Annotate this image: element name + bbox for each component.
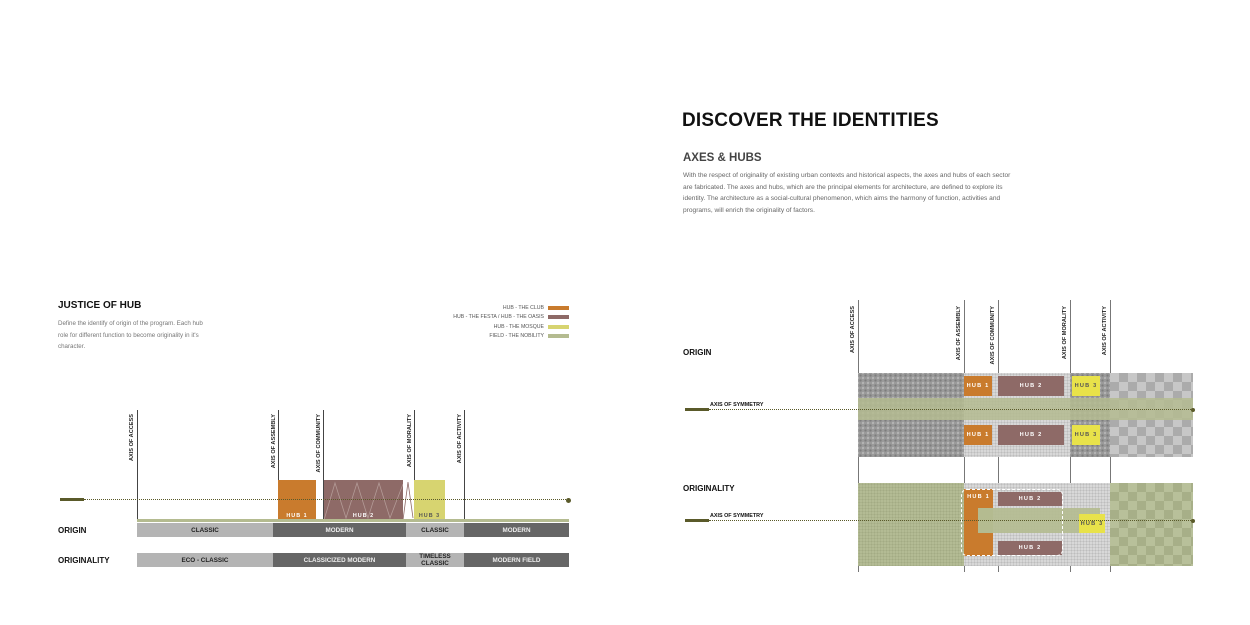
r-originality-hub2-bottom: HUB 2 — [998, 541, 1062, 555]
legend-swatch — [548, 315, 569, 319]
originality-row-label: ORIGINALITY — [58, 556, 110, 565]
origin-band-modern-1: MODERN — [273, 523, 406, 537]
r-originality-axis-marker — [685, 519, 709, 522]
axis-label-access: AXIS OF ACCESS — [129, 414, 135, 462]
r-axis-label-morality: AXIS OF MORALITY — [1062, 306, 1068, 360]
r-axis-label-community: AXIS OF COMMUNITY — [990, 306, 996, 365]
r-origin-hub3-top: HUB 3 — [1072, 376, 1100, 396]
hub-2-label: HUB 2 — [352, 513, 375, 519]
field-line — [137, 519, 569, 522]
axis-label-morality: AXIS OF MORALITY — [407, 414, 413, 468]
intro-paragraph: With the respect of originality of existing urban contexts and historical aspects, the axes and hubs of each sector are fabricated. The axes and hubs, which are the principal elements for architecture, are defined to explore its identity. The architecture as a social-cultural phenomenon, which aims the harmony of function, activities and programs, will enrich the originality of factors. — [683, 172, 1011, 215]
legend-label: HUB - THE CLUB — [502, 304, 544, 311]
page-title: DISCOVER THE IDENTITIES — [682, 110, 939, 131]
r-origin-label: ORIGIN — [683, 348, 712, 357]
r-axis-label-activity: AXIS OF ACTIVITY — [1102, 306, 1108, 356]
originality-band-eco-classic: ECO - CLASSIC — [137, 553, 273, 567]
r-origin-hub1-top: HUB 1 — [964, 376, 992, 396]
hub-3-label: HUB 3 — [418, 513, 441, 519]
origin-band-modern-2: MODERN — [464, 523, 569, 537]
r-originality-label: ORIGINALITY — [683, 484, 735, 493]
legend-item-festa-oasis — [453, 313, 569, 322]
legend-swatch — [548, 334, 569, 338]
axis-label-community: AXIS OF COMMUNITY — [316, 414, 322, 473]
r-axis-label-access: AXIS OF ACCESS — [850, 306, 856, 354]
legend-item-nobility — [489, 332, 569, 341]
legend-item-club — [503, 303, 569, 312]
r-originality-field-access — [858, 483, 964, 566]
axis-endpoint — [566, 498, 571, 503]
r-origin-symmetry-label: AXIS OF SYMMETRY — [710, 402, 764, 408]
r-originality-field-activity — [1110, 483, 1193, 566]
originality-band-classicized-modern: CLASSICIZED MODERN — [273, 553, 406, 567]
hub-3-box — [414, 480, 445, 521]
origin-row-label: ORIGIN — [58, 526, 87, 535]
r-originality-symmetry-line — [709, 520, 1193, 521]
hub-2-box — [324, 480, 403, 521]
left-description: Define the identify of origin of the program. Each hub role for different function to become originality in it's character. — [58, 320, 203, 350]
axis-label-activity: AXIS OF ACTIVITY — [457, 414, 463, 464]
axis-line-access — [137, 410, 138, 521]
r-originality-hub2-top: HUB 2 — [998, 492, 1062, 506]
legend-swatch — [548, 325, 569, 329]
legend-item-mosque — [494, 322, 569, 331]
r-origin-hub2-top: HUB 2 — [998, 376, 1064, 396]
origin-band-classic-2: CLASSIC — [406, 523, 464, 537]
originality-band-timeless-classic: TIMELESS CLASSIC — [406, 553, 464, 567]
axis-marker — [60, 498, 84, 501]
r-origin-hub2-bottom: HUB 2 — [998, 425, 1064, 445]
r-originality-dashed-outline — [961, 489, 1063, 556]
r-originality-hub3: HUB 3 — [1079, 514, 1105, 533]
axis-label-assembly: AXIS OF ASSEMBLY — [271, 414, 277, 469]
hub-1-box — [278, 480, 316, 521]
r-origin-axis-marker — [685, 408, 709, 411]
r-origin-axis-endpoint — [1191, 408, 1195, 412]
section-subtitle: AXES & HUBS — [683, 152, 762, 164]
r-originality-hub1-label: HUB 1 — [967, 494, 990, 500]
r-origin-symmetry-line — [709, 409, 1193, 410]
legend-label: HUB - THE MOSQUE — [493, 323, 544, 330]
r-origin-hub3-bottom: HUB 3 — [1072, 425, 1100, 445]
legend-label: FIELD - THE NOBILITY — [489, 333, 544, 339]
hub-1-label: HUB 1 — [286, 513, 308, 519]
r-origin-hub1-bottom: HUB 1 — [964, 425, 992, 445]
axis-dotted-line — [84, 499, 568, 500]
r-originality-symmetry-label: AXIS OF SYMMETRY — [710, 513, 764, 519]
left-title: JUSTICE OF HUB — [58, 300, 142, 311]
legend — [400, 303, 569, 343]
legend-swatch — [548, 306, 569, 310]
r-originality-axis-endpoint — [1191, 519, 1195, 523]
originality-band-modern-field: MODERN FIELD — [464, 553, 569, 567]
legend-label: HUB - THE FESTA / HUB - THE OASIS — [453, 314, 544, 320]
origin-band-classic-1: CLASSIC — [137, 523, 273, 537]
r-axis-label-assembly: AXIS OF ASSEMBLY — [956, 306, 962, 361]
axis-line-activity — [464, 410, 465, 521]
